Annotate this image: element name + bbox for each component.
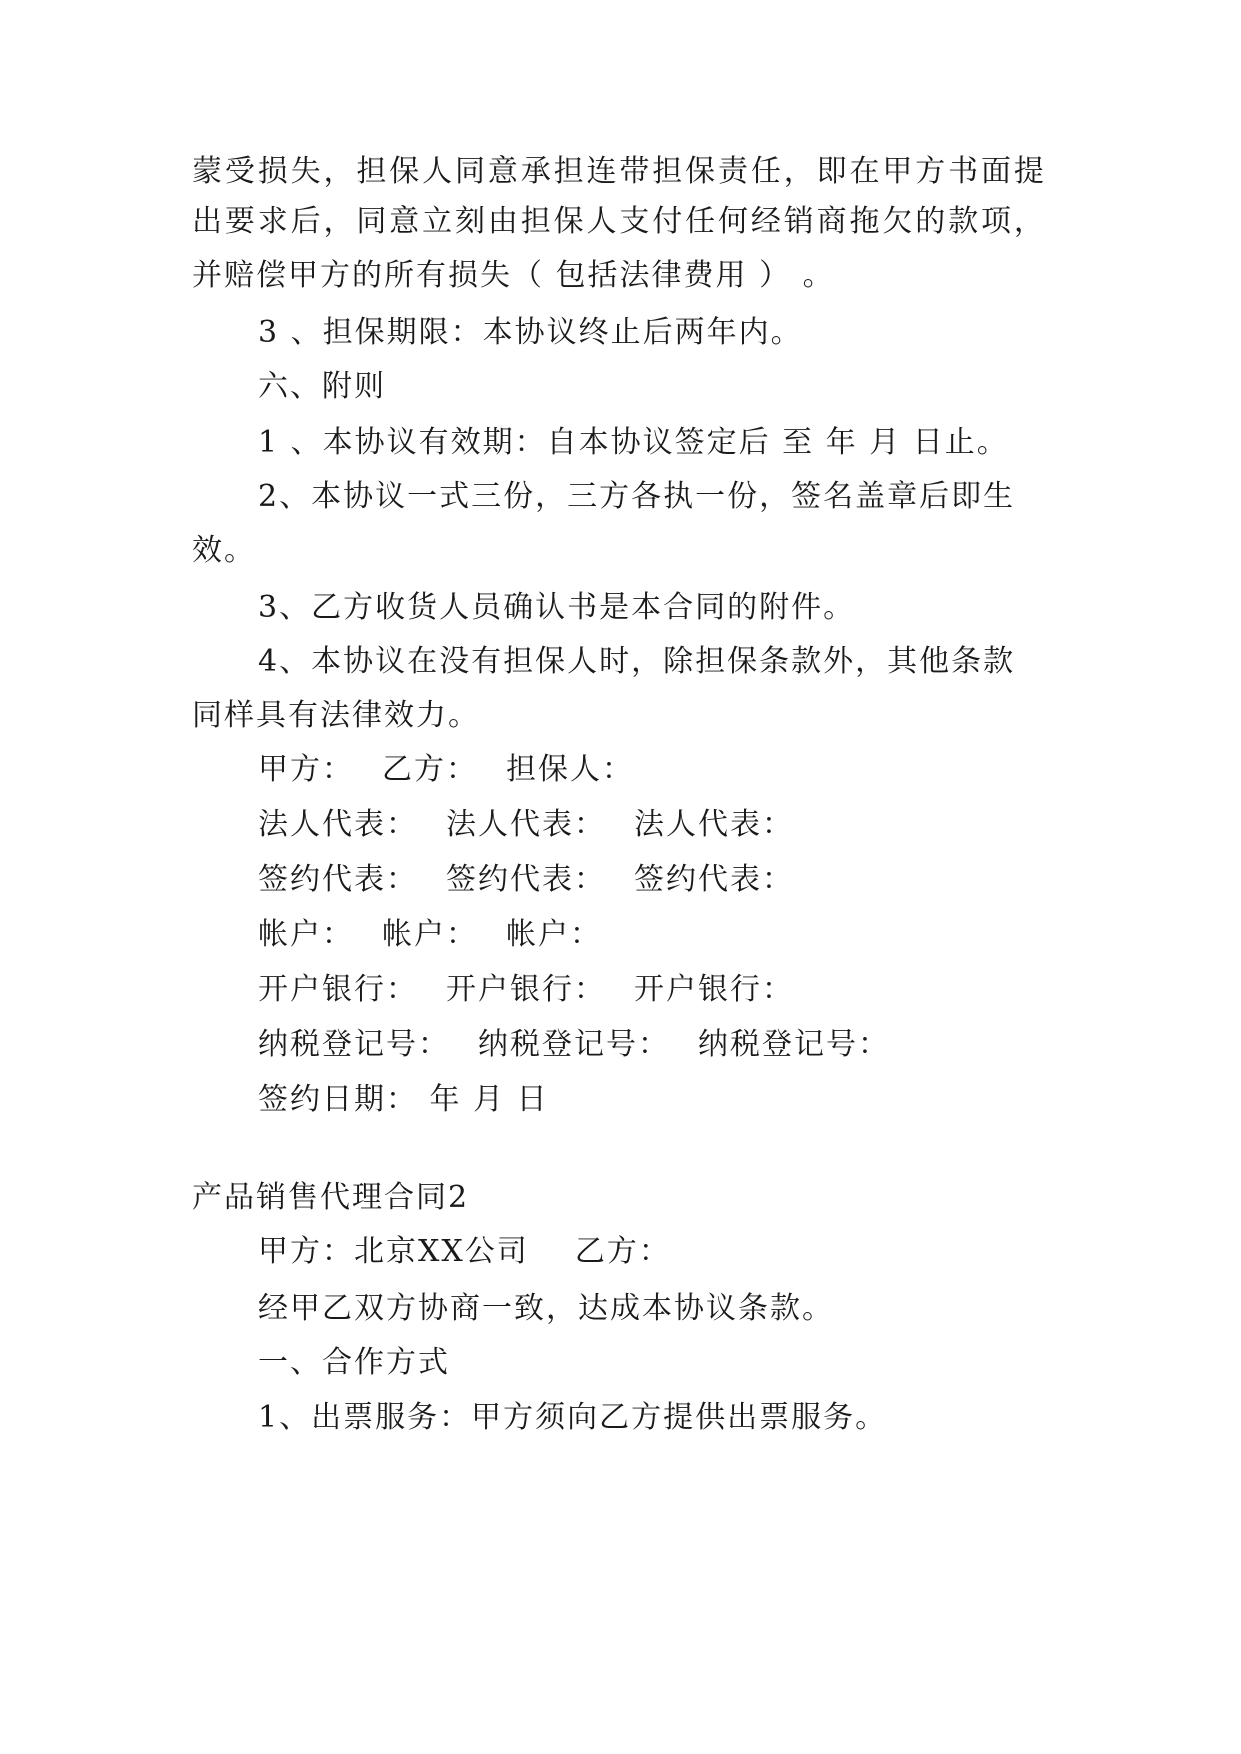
line-text: 六、附则 [258,369,386,404]
guarantor-field: 帐户： [506,917,602,952]
signature-row [258,970,794,1010]
signature-row [258,805,794,845]
line-text: 经甲乙双方协商一致，达成本协议条款。 [258,1291,834,1326]
line-text: 甲方：北京XX公司 乙方： [258,1234,671,1269]
guarantor-field: 担保人： [506,752,634,787]
line-text: 蒙 受 损 失 ， 担 保 人 同 意 承 担 连 带 担 保 责 任 ， 即 在 甲 方 书 面 提 [192,154,1044,189]
party-a-field: 帐户： [258,917,354,952]
party-b-field: 开户银行： [446,972,606,1007]
line-text: 签约日期： 年 月 日 [258,1082,549,1117]
paragraph-line [192,152,1044,192]
signature-row [258,860,794,900]
clause-line [258,423,1009,463]
party-b-field: 纳税登记号： [478,1027,670,1062]
line-text: 1 、本协议有效期：自本协议签定后 至 年 月 日止。 [258,425,1009,460]
line-text: 3、乙方收货人员确认书是本合同的附件。 [258,590,856,625]
party-a-field: 开户银行： [258,972,418,1007]
guarantor-field: 签约代表： [634,862,794,897]
guarantor-field: 开户银行： [634,972,794,1007]
guarantor-field: 纳税登记号： [698,1027,890,1062]
line-text: 4、本协议在没有担保人时，除担保条款外，其他条款 [258,644,1016,679]
clause-line [258,642,1015,682]
signature-row [258,750,634,790]
guarantor-field: 法人代表： [634,807,794,842]
sign-date-line [258,1080,549,1120]
line-text: 并赔偿甲方的所有损失（ 包括法律费用 ） 。 [192,258,835,293]
clause-line [258,588,855,628]
paragraph-line [192,531,256,571]
line-text: 一、合作方式 [258,1345,450,1380]
party-b-field: 法人代表： [446,807,606,842]
clause-line [258,1398,887,1438]
contract-title [192,1178,469,1218]
line-text: 出 要 求 后 ， 同 意 立 刻 由 担 保 人 支 付 任 何 经 销 商 拖 欠 的 款 项 ， [192,204,1044,239]
line-text: 1、出票服务：甲方须向乙方提供出票服务。 [258,1400,888,1435]
line-text: 同样具有法律效力。 [192,698,480,733]
party-b-field: 签约代表： [446,862,606,897]
paragraph-line [192,202,1044,242]
party-a-field: 纳税登记号： [258,1027,450,1062]
clause-line [258,313,803,353]
clause-line [258,477,1015,517]
paragraph-line [192,696,480,736]
intro-line [258,1289,834,1329]
party-a-field: 签约代表： [258,862,418,897]
party-a-field: 法人代表： [258,807,418,842]
party-b-field: 乙方： [382,752,478,787]
signature-row [258,915,602,955]
party-b-field: 帐户： [382,917,478,952]
parties-line [258,1232,671,1272]
party-a-field: 甲方： [258,752,354,787]
section-heading [258,1343,450,1383]
line-text: 3 、担保期限：本协议终止后两年内。 [258,315,803,350]
paragraph-line [192,256,835,296]
section-heading [258,367,386,407]
line-text: 效。 [192,533,256,568]
line-text: 产品销售代理合同2 [192,1180,470,1215]
signature-row [258,1025,890,1065]
line-text: 2、本协议一式三份，三方各执一份，签名盖章后即生 [258,479,1016,514]
